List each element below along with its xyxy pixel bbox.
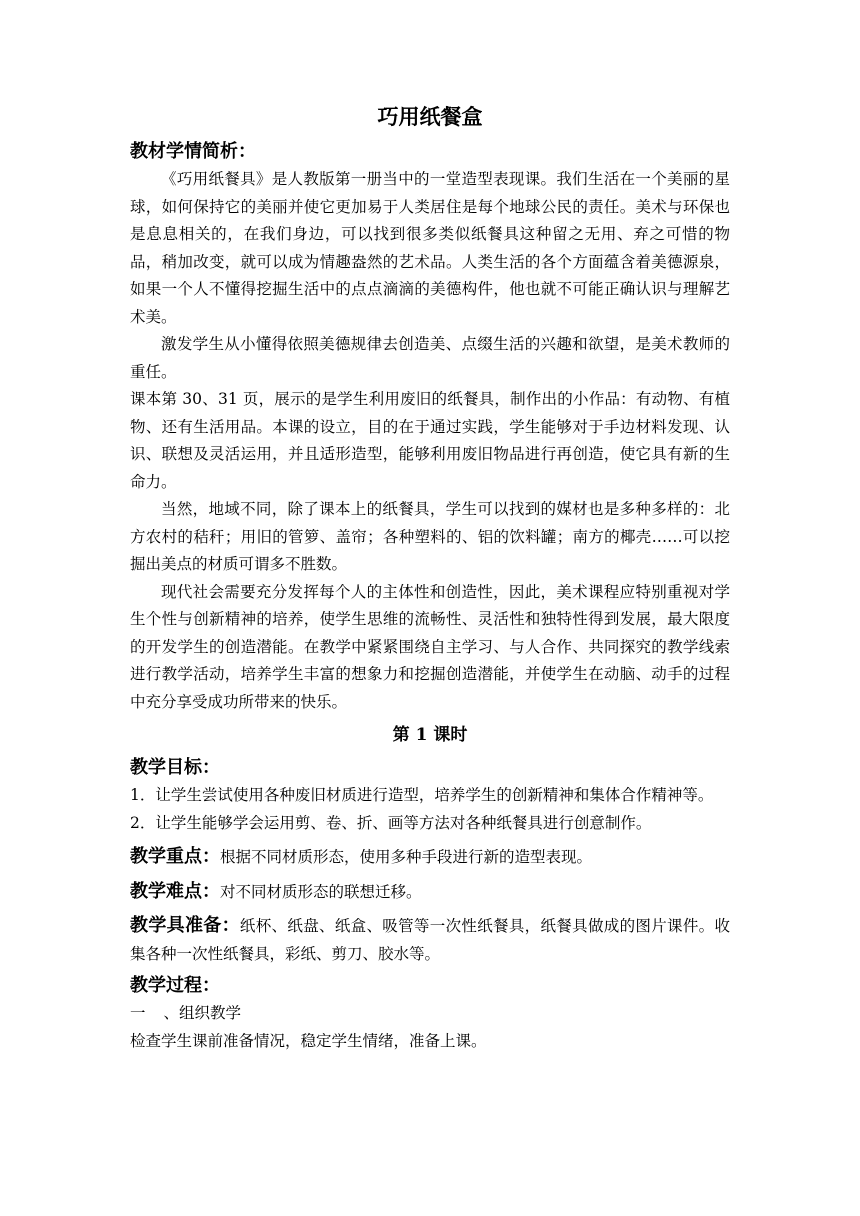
difficulties-row — [130, 878, 730, 907]
process-heading: 教学过程： — [130, 975, 220, 996]
document-page — [130, 100, 730, 1055]
key-points-text: 根据不同材质形态，使用多种手段进行新的造型表现。 — [220, 848, 593, 866]
step-number: 一 — [130, 1004, 146, 1022]
lesson-title: 第 1 课时 — [392, 725, 468, 745]
materials-text: 纸杯、纸盘、纸盒、吸管等一次性纸餐具，纸餐具做成的图片课件。收集各种一次性纸餐具，彩纸、剪刀、胶水等。 — [130, 917, 730, 963]
materials-label: 教学具准备： — [130, 915, 240, 936]
document-title: 巧用纸餐盒 — [377, 105, 483, 129]
difficulties-label: 教学难点： — [130, 880, 220, 902]
step-text: 检查学生课前准备情况，稳定学生情绪，准备上课。 — [130, 1031, 487, 1050]
key-points-label: 教学重点： — [130, 846, 220, 867]
step-title: 、组织教学 — [163, 1004, 242, 1022]
analysis-heading: 教材学情简析： — [130, 141, 256, 162]
analysis-paragraph: 激发学生从小懂得依照美德规律去创造美、点缀生活的兴趣和欲望，是美术教师的重任。 — [130, 335, 730, 381]
analysis-paragraph: 当然，地域不同，除了课本上的纸餐具，学生可以找到的媒材也是多种多样的：北方农村的秸秆；用旧的管箩、盖帘；各种塑料的、铝的饮料罐；南方的椰壳……可以挖掘出美点的材质可谓多不胜数。 — [130, 500, 730, 573]
goals-heading: 教学目标： — [130, 757, 220, 778]
difficulties-text: 对不同材质形态的联想迁移。 — [220, 882, 422, 901]
step-heading — [130, 1000, 730, 1028]
materials-row — [130, 912, 730, 968]
goal-item: 1．让学生尝试使用各种废旧材质进行造型，培养学生的创新精神和集体合作精神等。 — [130, 786, 714, 804]
analysis-paragraph: 现代社会需要充分发挥每个人的主体性和创造性，因此，美术课程应特别重视对学生个性与创新精神的培养，使学生思维的流畅性、灵活性和独特性得到发展，最大限度的开发学生的创造潜能。在教学中紧紧围绕自主学习、与人合作、共同探究的教学线索进行教学活动，培养学生丰富的想象力和挖掘创造潜能，并使学生在动脑、动手的过程中充分享受成功所带来的快乐。 — [130, 582, 730, 711]
analysis-paragraph: 课本第 30、31 页，展示的是学生利用废旧的纸餐具，制作出的小作品：有动物、有植物、还有生活用品。本课的设立，目的在于通过实践，学生能够对于手边材料发现、认识、联想及灵活运用，并且适形造型，能够利用废旧物品进行再创造，使它具有新的生命力。 — [130, 390, 730, 491]
key-points-row — [130, 843, 730, 872]
goal-item: 2．让学生能够学会运用剪、卷、折、画等方法对各种纸餐具进行创意制作。 — [130, 813, 652, 832]
analysis-paragraph: 《巧用纸餐具》是人教版第一册当中的一堂造型表现课。我们生活在一个美丽的星球，如何保持它的美丽并使它更加易于人类居住是每个地球公民的责任。美术与环保也是息息相关的，在我们身边，可以找到很多类似纸餐具这种留之无用、弃之可惜的物品，稍加改变，就可以成为情趣盎然的艺术品。人类生活的各个方面蕴含着美德源泉，如果一个人不懂得挖掘生活中的点点滴滴的美德构件，他也就不可能正确认识与理解艺术美。 — [130, 170, 730, 326]
